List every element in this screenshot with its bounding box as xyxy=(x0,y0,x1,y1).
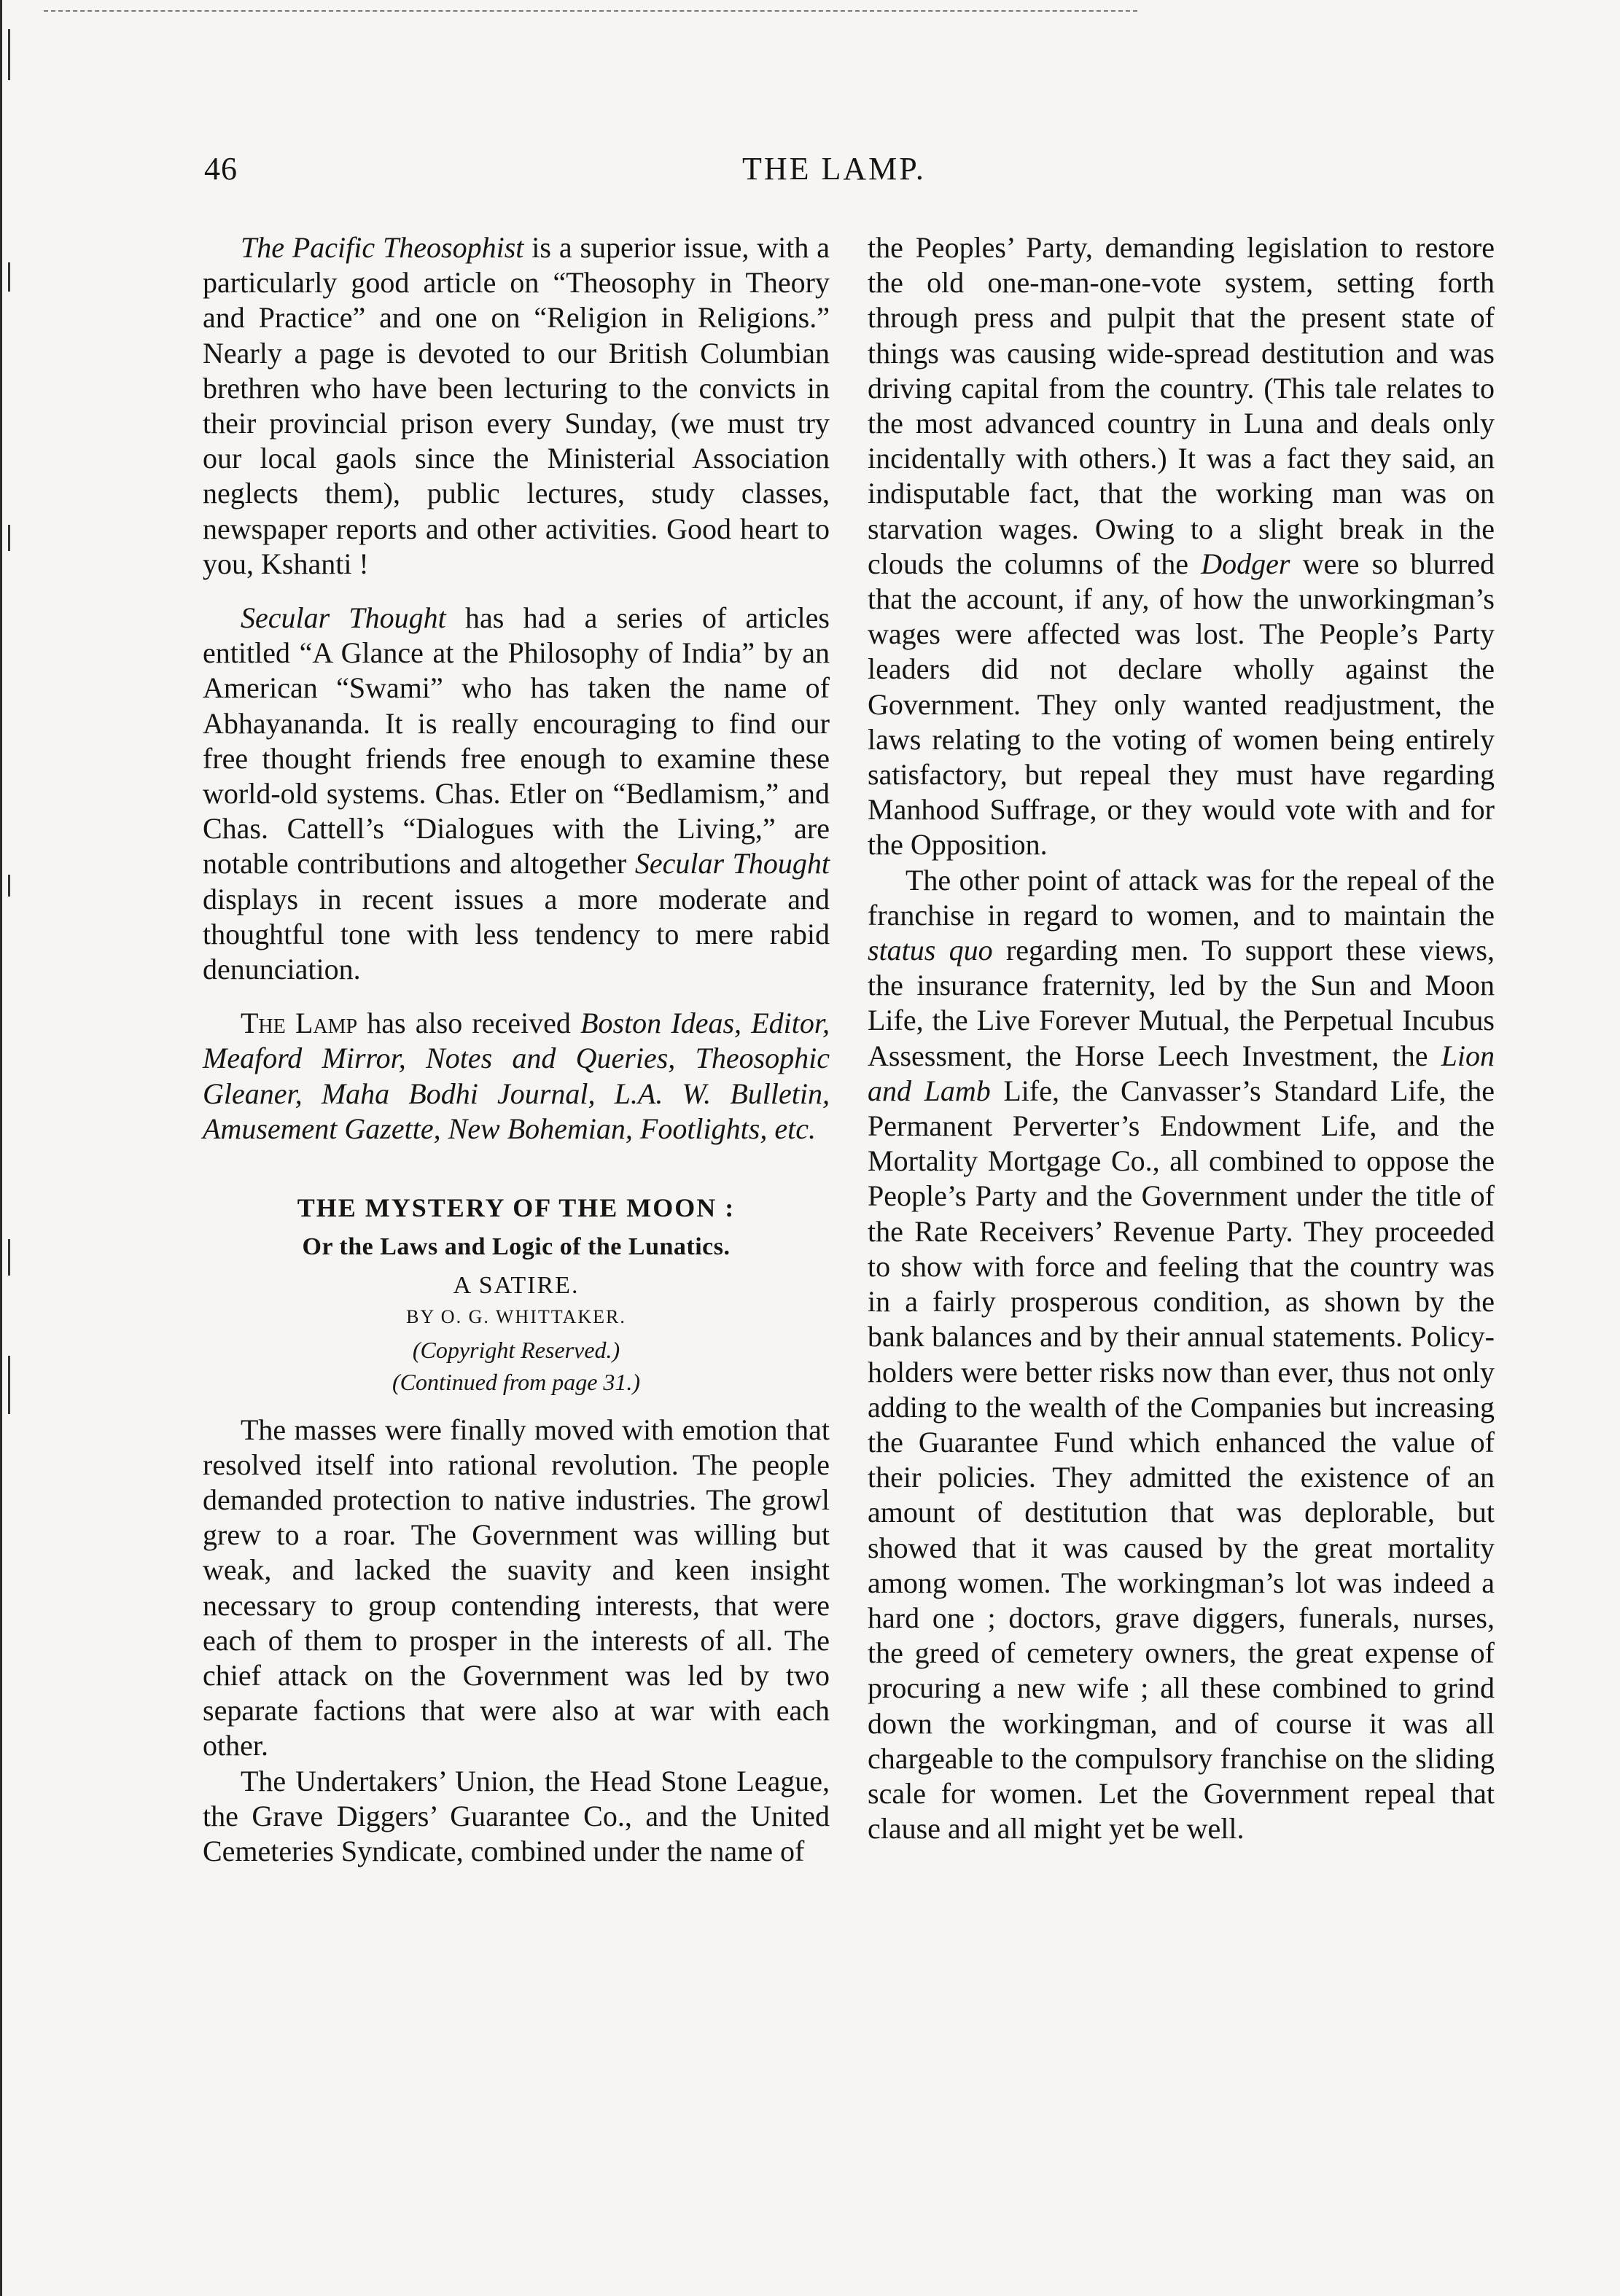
scan-top-artifact xyxy=(44,10,1137,12)
paragraph-text: Life, the Canvasser’s Standard Life, the Permanent Perverter’s Endowment Life, and the Mortality Mortgage Co., all combined to oppose the People’s Party and the Government under the title of the Rate Receivers’ Revenue Party. They proceeded to show with force and feeling that the country was in a fairly prosperous condition, as shown by the bank balances and by their annual statements. Policy-holders were better risks now than ever, thus not only adding to the wealth of the Companies but increasing the Guarantee Fund which enhanced the value of their policies. They admitted the existence of an amount of destitution that was deplorable, but showed that it was caused by the great mortality among women. The workingman’s lot was indeed a hard one ; doctors, grave diggers, funerals, nurses, the greed of cemetery owners, the great expense of procuring a new wife ; all these combined to grind down the workingman, and of course it was all chargeable to the compulsory franchise on the sliding scale for women. Let the Government repeal that clause and all might yet be well. xyxy=(868,1074,1495,1846)
the-lamp-name: The Lamp xyxy=(241,1007,358,1040)
scan-margin-edge xyxy=(0,0,31,2296)
paragraph-text: is a superior issue, with a particularly good article on “Theosophy in Theory and Practice” and one on “Religion in Religions.” Nearly a page is devoted to our British Columbian brethren who have been lecturing to the convicts in their provincial prison every Sunday, (we must try our local gaols since the Ministerial Association neglects them), public lectures, study classes, newspaper reports and other activities. Good heart to you, Kshanti ! xyxy=(203,231,830,580)
publication-title: Secular Thought xyxy=(634,847,830,880)
paragraph-text: the Peoples’ Party, demanding legislation to restore the old one-man-one-vote system, setting forth through press and pulpit that the present state of things was causing wide-spread destitution and was driving capital from the country. (This tale relates to the most advanced country in Luna and deals only incidentally with others.) It was a fact they said, an indisputable fact, that the working man was on starvation wages. Owing to a slight break in the clouds the columns of the xyxy=(868,231,1495,580)
publication-title: Secular Thought xyxy=(241,601,446,635)
review-pacific-theosophist xyxy=(203,230,830,582)
paragraph-text: has had a series of articles entitled “A Glance at the Philosophy of India” by an American “Swami” who has taken the name of Abhayananda. It is really encouraging to find our free thought friends free enough to examine these world-old systems. Chas. Etler on “Bedlamism,” and Chas. Cattell’s “Dialogues with the Living,” are notable contributions and altogether xyxy=(203,601,830,880)
article-heading xyxy=(203,1192,830,1397)
publication-title: The Pacific Theosophist xyxy=(241,231,524,264)
paragraph-text: regarding men. To support these views, the insurance fraternity, led by the Sun and Moon Life, the Live Forever Mutual, the Perpetual Incubus Assessment, the Horse Leech Investment, the xyxy=(868,934,1495,1072)
article-paragraph: The masses were finally moved with emotion that resolved itself into rational revolution. The people demanded protection to native industries. The growl grew to a roar. The Government was willing but weak, and lacked the suavity and keen insight necessary to group contending interests, that were each of them to prosper in the interests of all. The chief attack on the Government was led by two separate factions that were also at war with each other. xyxy=(203,1413,830,1762)
review-secular-thought xyxy=(203,601,830,987)
paragraph-text: displays in recent issues a more moderate and thoughtful tone with less tendency to mere rabid denunciation. xyxy=(203,882,830,986)
article-title: THE MYSTERY OF THE MOON : xyxy=(297,1193,736,1223)
article-paragraph xyxy=(868,230,1495,863)
page xyxy=(203,146,1493,2260)
paragraph-text: were so blurred that the account, if any, of how the unworkingman’s wages were affected was lost. The People’s Party leaders did not declare wholly against the Government. They only wanted readjustment, the laws relating to the voting of women being entirely satisfactory, but repeal they must have regarding Manhood Suffrage, or they would vote with and for the Opposition. xyxy=(868,547,1495,862)
newspaper-name: Dodger xyxy=(1201,547,1290,580)
article-paragraph xyxy=(868,863,1495,1847)
paragraph-text: The other point of attack was for the repeal of the franchise in regard to women, and to maintain the xyxy=(868,863,1495,932)
article-paragraph: The Undertakers’ Union, the Head Stone League, the Grave Diggers’ Guarantee Co., and the United Cemeteries Syndicate, combined under the name of xyxy=(203,1764,830,1868)
page-number: 46 xyxy=(204,151,238,187)
page-header xyxy=(203,146,1493,197)
right-column xyxy=(868,230,1495,1846)
paragraph-text: has also received xyxy=(357,1007,581,1040)
article-copyright: (Copyright Reserved.) xyxy=(412,1336,620,1363)
article-byline: BY O. G. WHITTAKER. xyxy=(406,1306,626,1328)
publication-list: Boston Ideas, Editor, Meaford Mirror, Notes and Queries, Theosophic Gleaner, Maha Bodhi Journal, L.A. W. Bulletin, Amusement Gazette, New Bohemian, Footlights, etc. xyxy=(203,1007,830,1145)
latin-phrase: status quo xyxy=(868,934,993,967)
article-kind: A SATIRE. xyxy=(453,1271,580,1299)
left-column xyxy=(203,230,830,1869)
article-subtitle: Or the Laws and Logic of the Lunatics. xyxy=(302,1233,731,1261)
company-name: Lion and Lamb xyxy=(868,1039,1495,1107)
article-continued: (Continued from page 31.) xyxy=(392,1368,641,1395)
running-head: THE LAMP. xyxy=(742,151,926,187)
received-publications xyxy=(203,1006,830,1147)
